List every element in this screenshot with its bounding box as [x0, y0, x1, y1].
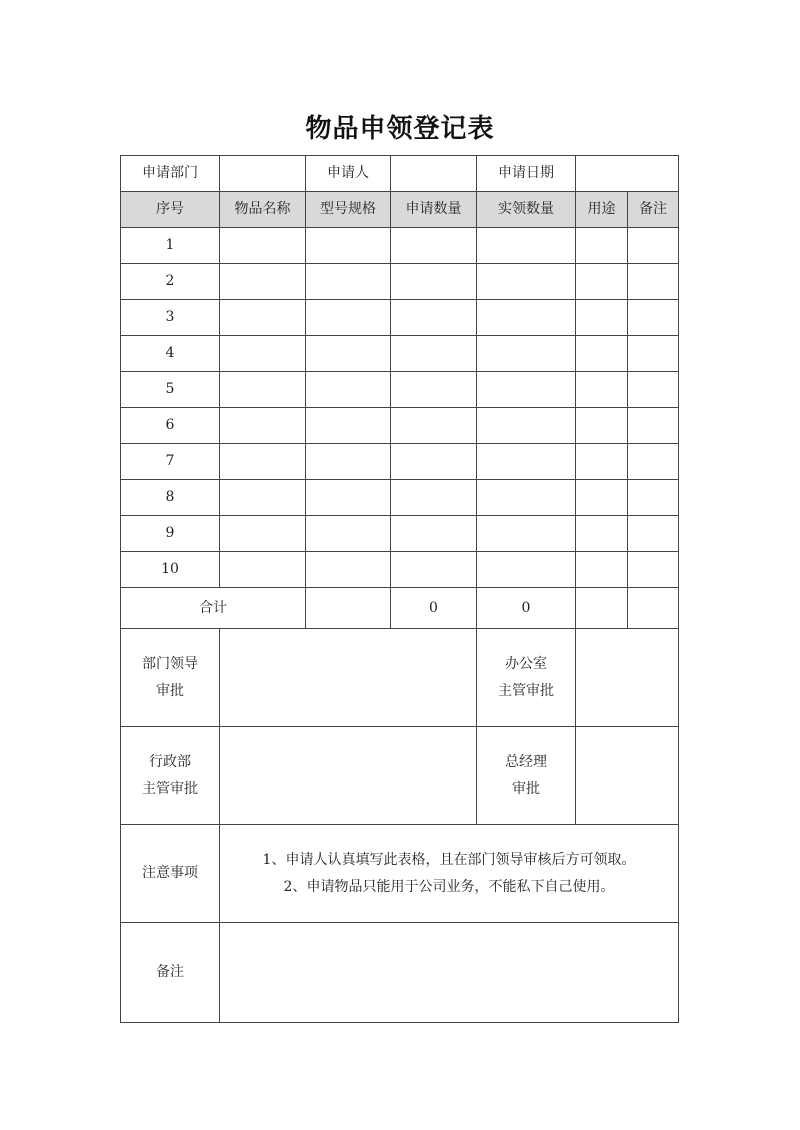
- purpose-cell[interactable]: [576, 444, 628, 480]
- purpose-cell[interactable]: [576, 336, 628, 372]
- total-label: 合计: [121, 588, 306, 629]
- requested-qty-cell[interactable]: [391, 408, 477, 444]
- purpose-cell[interactable]: [576, 228, 628, 264]
- purpose-cell[interactable]: [576, 300, 628, 336]
- table-row: [121, 480, 679, 516]
- col-header-purpose: 用途: [576, 192, 628, 228]
- received-qty-cell[interactable]: [477, 336, 576, 372]
- model-cell[interactable]: [306, 264, 391, 300]
- item-name-cell[interactable]: [220, 372, 306, 408]
- notes-line-2: 2、申请物品只能用于公司业务，不能私下自己使用。: [283, 878, 615, 895]
- info-row: [121, 156, 679, 192]
- received-qty-cell[interactable]: [477, 300, 576, 336]
- applicant-label: 申请人: [306, 156, 391, 192]
- requisition-form-table: [120, 155, 679, 1023]
- table-row: [121, 264, 679, 300]
- col-header-no: 序号: [121, 192, 220, 228]
- total-remark-cell: [628, 588, 679, 629]
- total-requested-qty: 0: [391, 588, 477, 629]
- admin-supervisor-approval-field[interactable]: [220, 727, 477, 825]
- table-row: [121, 300, 679, 336]
- remark-cell[interactable]: [628, 372, 679, 408]
- item-name-cell[interactable]: [220, 264, 306, 300]
- date-field[interactable]: [576, 156, 679, 192]
- row-number: 10: [121, 552, 220, 588]
- row-number: 3: [121, 300, 220, 336]
- row-number: 2: [121, 264, 220, 300]
- received-qty-cell[interactable]: [477, 372, 576, 408]
- table-row: [121, 516, 679, 552]
- dept-leader-approval-label: 部门领导 审批: [121, 629, 220, 727]
- applicant-field[interactable]: [391, 156, 477, 192]
- approval-row-1: [121, 629, 679, 727]
- item-name-cell[interactable]: [220, 516, 306, 552]
- model-cell[interactable]: [306, 552, 391, 588]
- page-title: 物品申领登记表: [305, 114, 495, 144]
- model-cell[interactable]: [306, 300, 391, 336]
- row-number: 1: [121, 228, 220, 264]
- received-qty-cell[interactable]: [477, 516, 576, 552]
- remark-cell[interactable]: [628, 228, 679, 264]
- dept-leader-approval-field[interactable]: [220, 629, 477, 727]
- notes-label: 注意事项: [121, 825, 220, 923]
- purpose-cell[interactable]: [576, 372, 628, 408]
- model-cell[interactable]: [306, 516, 391, 552]
- office-supervisor-approval-label: 办公室 主管审批: [477, 629, 576, 727]
- row-number: 5: [121, 372, 220, 408]
- total-received-qty: 0: [477, 588, 576, 629]
- table-row: [121, 552, 679, 588]
- table-row: [121, 444, 679, 480]
- notes-row: [121, 825, 679, 923]
- received-qty-cell[interactable]: [477, 408, 576, 444]
- remarks-label: 备注: [121, 923, 220, 1023]
- office-supervisor-approval-field[interactable]: [576, 629, 679, 727]
- received-qty-cell[interactable]: [477, 444, 576, 480]
- received-qty-cell[interactable]: [477, 228, 576, 264]
- model-cell[interactable]: [306, 480, 391, 516]
- col-header-received-qty: 实领数量: [477, 192, 576, 228]
- remark-cell[interactable]: [628, 264, 679, 300]
- general-manager-approval-label: 总经理 审批: [477, 727, 576, 825]
- col-header-remark: 备注: [628, 192, 679, 228]
- model-cell[interactable]: [306, 408, 391, 444]
- requested-qty-cell[interactable]: [391, 480, 477, 516]
- item-name-cell[interactable]: [220, 552, 306, 588]
- notes-content: [220, 825, 679, 923]
- requested-qty-cell[interactable]: [391, 264, 477, 300]
- requested-qty-cell[interactable]: [391, 228, 477, 264]
- item-name-cell[interactable]: [220, 444, 306, 480]
- requested-qty-cell[interactable]: [391, 444, 477, 480]
- remark-cell[interactable]: [628, 552, 679, 588]
- date-label: 申请日期: [477, 156, 576, 192]
- model-cell[interactable]: [306, 444, 391, 480]
- remarks-row: [121, 923, 679, 1023]
- table-row: [121, 408, 679, 444]
- requested-qty-cell[interactable]: [391, 552, 477, 588]
- received-qty-cell[interactable]: [477, 264, 576, 300]
- remarks-field[interactable]: [220, 923, 679, 1023]
- item-name-cell[interactable]: [220, 300, 306, 336]
- purpose-cell[interactable]: [576, 408, 628, 444]
- row-number: 8: [121, 480, 220, 516]
- purpose-cell[interactable]: [576, 480, 628, 516]
- dept-label: 申请部门: [121, 156, 220, 192]
- general-manager-approval-field[interactable]: [576, 727, 679, 825]
- purpose-cell[interactable]: [576, 516, 628, 552]
- admin-supervisor-approval-label: 行政部 主管审批: [121, 727, 220, 825]
- model-cell[interactable]: [306, 372, 391, 408]
- col-header-item-name: 物品名称: [220, 192, 306, 228]
- approval-row-2: [121, 727, 679, 825]
- row-number: 9: [121, 516, 220, 552]
- item-name-cell[interactable]: [220, 336, 306, 372]
- remark-cell[interactable]: [628, 336, 679, 372]
- table-row: [121, 372, 679, 408]
- row-number: 7: [121, 444, 220, 480]
- total-model-cell: [306, 588, 391, 629]
- notes-line-1: 1、申请人认真填写此表格，且在部门领导审核后方可领取。: [262, 851, 636, 868]
- col-header-model: 型号规格: [306, 192, 391, 228]
- requested-qty-cell[interactable]: [391, 300, 477, 336]
- remark-cell[interactable]: [628, 480, 679, 516]
- model-cell[interactable]: [306, 336, 391, 372]
- received-qty-cell[interactable]: [477, 480, 576, 516]
- item-name-cell[interactable]: [220, 480, 306, 516]
- total-row: [121, 588, 679, 629]
- item-name-cell[interactable]: [220, 408, 306, 444]
- purpose-cell[interactable]: [576, 552, 628, 588]
- purpose-cell[interactable]: [576, 264, 628, 300]
- model-cell[interactable]: [306, 228, 391, 264]
- remark-cell[interactable]: [628, 408, 679, 444]
- table-row: [121, 228, 679, 264]
- total-purpose-cell: [576, 588, 628, 629]
- requested-qty-cell[interactable]: [391, 336, 477, 372]
- remark-cell[interactable]: [628, 444, 679, 480]
- requested-qty-cell[interactable]: [391, 372, 477, 408]
- row-number: 6: [121, 408, 220, 444]
- remark-cell[interactable]: [628, 300, 679, 336]
- item-name-cell[interactable]: [220, 228, 306, 264]
- table-row: [121, 336, 679, 372]
- column-header-row: [121, 192, 679, 228]
- col-header-requested-qty: 申请数量: [391, 192, 477, 228]
- received-qty-cell[interactable]: [477, 552, 576, 588]
- row-number: 4: [121, 336, 220, 372]
- dept-field[interactable]: [220, 156, 306, 192]
- requested-qty-cell[interactable]: [391, 516, 477, 552]
- remark-cell[interactable]: [628, 516, 679, 552]
